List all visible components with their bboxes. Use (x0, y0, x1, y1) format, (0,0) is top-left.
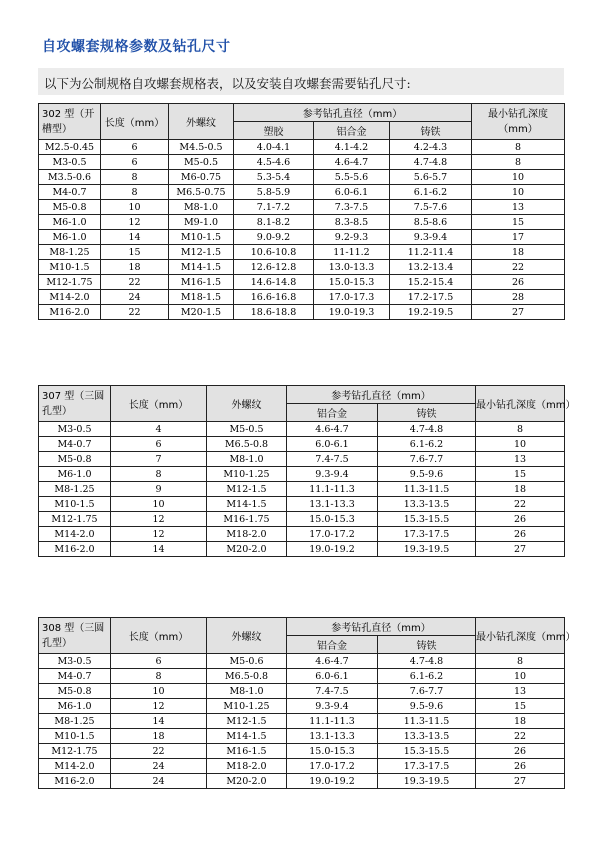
table-cell: 12 (111, 527, 207, 542)
table-cell: 13 (472, 200, 565, 215)
table-cell: M14-2.0 (39, 527, 111, 542)
table-cell: M12-1.5 (207, 714, 287, 729)
header-cast-iron: 铸铁 (378, 404, 476, 422)
table-cell: M5-0.6 (207, 654, 287, 669)
header-length: 长度（mm） (111, 386, 207, 422)
table-row (39, 422, 565, 437)
table-cell: M16-2.0 (39, 542, 111, 557)
table-cell: 8 (111, 467, 207, 482)
table-cell: 4.7-4.8 (390, 155, 472, 170)
table-cell: 18 (111, 729, 207, 744)
table-cell: 15.0-15.3 (287, 744, 378, 759)
table-cell: M14-2.0 (39, 759, 111, 774)
table-cell: 6.1-6.2 (378, 437, 476, 452)
table-cell: M10-1.5 (169, 230, 234, 245)
header-aluminum: 铝合金 (287, 404, 378, 422)
table-cell: M16-2.0 (39, 305, 101, 320)
table-cell: 11.1-11.3 (287, 714, 378, 729)
table-cell: M9-1.0 (169, 215, 234, 230)
table-cell: 7.5-7.6 (390, 200, 472, 215)
table-cell: 14 (111, 542, 207, 557)
table-cell: 4.6-4.7 (287, 654, 378, 669)
table-row (39, 527, 565, 542)
table-cell: M6.5-0.75 (169, 185, 234, 200)
header-model: 307 型（三圆孔型） (39, 386, 111, 422)
table-cell: M4.5-0.5 (169, 140, 234, 155)
table-cell: 15.0-15.3 (314, 275, 390, 290)
table-cell: M16-1.5 (207, 744, 287, 759)
table-cell: M10-1.5 (39, 497, 111, 512)
table-cell: 18 (101, 260, 169, 275)
table-row (39, 542, 565, 557)
table-cell: 24 (111, 774, 207, 789)
table-cell: 4.2-4.3 (390, 140, 472, 155)
table-row (39, 200, 565, 215)
table-cell: 17.0-17.2 (287, 759, 378, 774)
table-cell: M5-0.5 (207, 422, 287, 437)
table-cell: 8 (111, 669, 207, 684)
table-cell: 15.3-15.5 (378, 744, 476, 759)
table-cell: 8 (476, 654, 565, 669)
table-cell: 9.2-9.3 (314, 230, 390, 245)
table-cell: M5-0.8 (39, 452, 111, 467)
table-cell: 19.2-19.5 (390, 305, 472, 320)
table-cell: M16-2.0 (39, 774, 111, 789)
table-cell: 15 (472, 215, 565, 230)
table-row (39, 497, 565, 512)
table-cell: 15.2-15.4 (390, 275, 472, 290)
table-cell: M20-2.0 (207, 542, 287, 557)
table-cell: 19.0-19.2 (287, 774, 378, 789)
table-cell: M3.5-0.6 (39, 170, 101, 185)
table-row (39, 140, 565, 155)
table-row (39, 290, 565, 305)
table-cell: 13.3-13.5 (378, 729, 476, 744)
table-cell: 6.0-6.1 (287, 437, 378, 452)
table-cell: 19.0-19.3 (314, 305, 390, 320)
table-row (39, 170, 565, 185)
table-cell: 22 (111, 744, 207, 759)
table-cell: 9.5-9.6 (378, 467, 476, 482)
table-cell: 9.3-9.4 (287, 699, 378, 714)
table-cell: 15 (476, 699, 565, 714)
table-cell: 6 (101, 155, 169, 170)
table-cell: 7 (111, 452, 207, 467)
table-cell: M6-1.0 (39, 467, 111, 482)
table-cell: 13 (476, 684, 565, 699)
table-cell: 8.5-8.6 (390, 215, 472, 230)
header-model: 308 型（三圆孔型） (39, 618, 111, 654)
table-cell: 26 (476, 527, 565, 542)
header-thread: 外螺纹 (207, 618, 287, 654)
table-cell: M5-0.8 (39, 684, 111, 699)
table-row (39, 684, 565, 699)
table-cell: M5-0.8 (39, 200, 101, 215)
table-cell: 13 (476, 452, 565, 467)
table-cell: 4.7-4.8 (378, 654, 476, 669)
table-cell: M3-0.5 (39, 422, 111, 437)
table-cell: 9.3-9.4 (287, 467, 378, 482)
header-length: 长度（mm） (111, 618, 207, 654)
header-min-depth: 最小钻孔深度（mm） (472, 104, 565, 140)
table-cell: 8 (472, 155, 565, 170)
table-cell: 9.3-9.4 (390, 230, 472, 245)
header-drill-diameter: 参考钻孔直径（mm） (287, 618, 476, 636)
table-cell: 6.1-6.2 (390, 185, 472, 200)
table-cell: 8 (101, 170, 169, 185)
table-cell: M6-1.0 (39, 215, 101, 230)
table-cell: M2.5-0.45 (39, 140, 101, 155)
table-cell: 13.1-13.3 (287, 729, 378, 744)
table-cell: M8-1.0 (169, 200, 234, 215)
table-302 (38, 103, 565, 320)
table-cell: 5.5-5.6 (314, 170, 390, 185)
header-cast-iron: 铸铁 (378, 636, 476, 654)
table-cell: 7.6-7.7 (378, 684, 476, 699)
table-cell: M10-1.25 (207, 467, 287, 482)
table-row (39, 467, 565, 482)
table-cell: M6-1.0 (39, 230, 101, 245)
table-cell: 10 (476, 437, 565, 452)
table-cell: 19.0-19.2 (287, 542, 378, 557)
table-cell: M8-1.25 (39, 714, 111, 729)
table-cell: 22 (472, 260, 565, 275)
table-cell: M20-2.0 (207, 774, 287, 789)
table-cell: 26 (476, 759, 565, 774)
table-cell: 17.0-17.2 (287, 527, 378, 542)
table-row (39, 230, 565, 245)
table-cell: 18 (476, 714, 565, 729)
table-cell: 12 (111, 699, 207, 714)
table-row (39, 654, 565, 669)
table-cell: M14-1.5 (169, 260, 234, 275)
table-cell: M18-2.0 (207, 759, 287, 774)
table-cell: 4.5-4.6 (234, 155, 314, 170)
table-cell: 8 (472, 140, 565, 155)
table-row (39, 185, 565, 200)
table-row (39, 729, 565, 744)
table-row (39, 245, 565, 260)
table-cell: 11.3-11.5 (378, 714, 476, 729)
table-cell: M8-1.0 (207, 684, 287, 699)
table-cell: 24 (111, 759, 207, 774)
table-cell: M3-0.5 (39, 654, 111, 669)
table-cell: M6-0.75 (169, 170, 234, 185)
header-cast-iron: 铸铁 (390, 122, 472, 140)
table-cell: 11.1-11.3 (287, 482, 378, 497)
table-cell: M18-1.5 (169, 290, 234, 305)
table-308 (38, 617, 576, 789)
intro-text: 以下为公制规格自攻螺套规格表，以及安装自攻螺套需要钻孔尺寸: (44, 76, 411, 91)
table-cell: 17.0-17.3 (314, 290, 390, 305)
table-cell: 8 (476, 422, 565, 437)
table-cell: M12-1.75 (39, 744, 111, 759)
table-cell: M12-1.75 (39, 275, 101, 290)
header-model: 302 型（开槽型） (39, 104, 101, 140)
table-cell: M4-0.7 (39, 437, 111, 452)
table-cell: M12-1.5 (207, 482, 287, 497)
header-drill-diameter: 参考钻孔直径（mm） (234, 104, 472, 122)
table-cell: M16-1.75 (207, 512, 287, 527)
table-cell: M6-1.0 (39, 699, 111, 714)
table-cell: 4.6-4.7 (287, 422, 378, 437)
table-cell: M6.5-0.8 (207, 437, 287, 452)
header-min-depth: 最小钻孔深度（mm） (476, 386, 565, 422)
table-cell: 11-11.2 (314, 245, 390, 260)
table-row (39, 437, 565, 452)
table-cell: 12 (111, 512, 207, 527)
table-cell: 28 (472, 290, 565, 305)
table-cell: 7.4-7.5 (287, 452, 378, 467)
table-cell: M6.5-0.8 (207, 669, 287, 684)
table-row (39, 714, 565, 729)
header-drill-diameter: 参考钻孔直径（mm） (287, 386, 476, 404)
table-cell: 22 (476, 497, 565, 512)
table-cell: 13.0-13.3 (314, 260, 390, 275)
table-row (39, 275, 565, 290)
table-cell: 17.2-17.5 (390, 290, 472, 305)
table-cell: 7.6-7.7 (378, 452, 476, 467)
table-cell: 7.3-7.5 (314, 200, 390, 215)
table-row (39, 669, 565, 684)
header-aluminum: 铝合金 (287, 636, 378, 654)
table-cell: 15.0-15.3 (287, 512, 378, 527)
table-cell: 9.0-9.2 (234, 230, 314, 245)
table-cell: 19.3-19.5 (378, 774, 476, 789)
table-row (39, 744, 565, 759)
table-cell: 4.6-4.7 (314, 155, 390, 170)
table-cell: 14 (101, 230, 169, 245)
table-cell: 10 (111, 684, 207, 699)
table-cell: 17 (472, 230, 565, 245)
table-cell: 26 (476, 512, 565, 527)
table-cell: M5-0.5 (169, 155, 234, 170)
table-cell: M14-2.0 (39, 290, 101, 305)
table-cell: 24 (101, 290, 169, 305)
table-cell: M8-1.25 (39, 245, 101, 260)
table-row (39, 759, 565, 774)
table-cell: 6 (111, 654, 207, 669)
table-cell: M10-1.5 (39, 729, 111, 744)
table-cell: M14-1.5 (207, 729, 287, 744)
table-cell: M10-1.5 (39, 260, 101, 275)
table-cell: 13.3-13.5 (378, 497, 476, 512)
table-cell: M10-1.25 (207, 699, 287, 714)
table-cell: 27 (476, 774, 565, 789)
table-cell: 5.3-5.4 (234, 170, 314, 185)
header-thread: 外螺纹 (169, 104, 234, 140)
table-cell: 18.6-18.8 (234, 305, 314, 320)
table-cell: 12.6-12.8 (234, 260, 314, 275)
table-cell: 4.1-4.2 (314, 140, 390, 155)
header-thread: 外螺纹 (207, 386, 287, 422)
table-cell: 10.6-10.8 (234, 245, 314, 260)
table-cell: M4-0.7 (39, 669, 111, 684)
table-cell: M20-1.5 (169, 305, 234, 320)
table-cell: 9 (111, 482, 207, 497)
table-cell: 6.0-6.1 (287, 669, 378, 684)
table-cell: 18 (476, 482, 565, 497)
table-cell: 6 (111, 437, 207, 452)
table-cell: M8-1.0 (207, 452, 287, 467)
table-cell: 6.1-6.2 (378, 669, 476, 684)
table-cell: 17.3-17.5 (378, 527, 476, 542)
header-aluminum: 铝合金 (314, 122, 390, 140)
table-cell: 10 (476, 669, 565, 684)
table-cell: 10 (472, 185, 565, 200)
table-cell: M16-1.5 (169, 275, 234, 290)
table-cell: M8-1.25 (39, 482, 111, 497)
table-row (39, 699, 565, 714)
table-row (39, 305, 565, 320)
table-cell: 12 (101, 215, 169, 230)
table-cell: 27 (472, 305, 565, 320)
table-cell: 14 (111, 714, 207, 729)
table-cell: 10 (111, 497, 207, 512)
table-cell: 10 (472, 170, 565, 185)
table-row (39, 452, 565, 467)
table-cell: M12-1.75 (39, 512, 111, 527)
table-cell: 10 (101, 200, 169, 215)
table-cell: 5.8-5.9 (234, 185, 314, 200)
table-cell: 18 (472, 245, 565, 260)
header-plastic: 塑胶 (234, 122, 314, 140)
header-length: 长度（mm） (101, 104, 169, 140)
table-cell: M3-0.5 (39, 155, 101, 170)
table-cell: 13.2-13.4 (390, 260, 472, 275)
table-cell: 22 (476, 729, 565, 744)
table-row (39, 482, 565, 497)
table-cell: 16.6-16.8 (234, 290, 314, 305)
table-cell: M14-1.5 (207, 497, 287, 512)
table-cell: 15.3-15.5 (378, 512, 476, 527)
table-cell: 6.0-6.1 (314, 185, 390, 200)
table-cell: 27 (476, 542, 565, 557)
table-cell: 5.6-5.7 (390, 170, 472, 185)
table-row (39, 260, 565, 275)
table-cell: M4-0.7 (39, 185, 101, 200)
table-row (39, 215, 565, 230)
table-cell: 4.0-4.1 (234, 140, 314, 155)
table-cell: 11.3-11.5 (378, 482, 476, 497)
page-title: 自攻螺套规格参数及钻孔尺寸 (42, 39, 231, 55)
table-cell: 19.3-19.5 (378, 542, 476, 557)
table-307 (38, 385, 576, 557)
table-cell: 4 (111, 422, 207, 437)
table-cell: 26 (472, 275, 565, 290)
table-row (39, 774, 565, 789)
table-cell: 6 (101, 140, 169, 155)
table-cell: 8.1-8.2 (234, 215, 314, 230)
table-cell: M12-1.5 (169, 245, 234, 260)
table-cell: 11.2-11.4 (390, 245, 472, 260)
table-cell: 17.3-17.5 (378, 759, 476, 774)
header-min-depth: 最小钻孔深度（mm） (476, 618, 565, 654)
table-cell: 14.6-14.8 (234, 275, 314, 290)
table-cell: 22 (101, 275, 169, 290)
table-cell: 8.3-8.5 (314, 215, 390, 230)
table-cell: 7.4-7.5 (287, 684, 378, 699)
table-cell: 15 (476, 467, 565, 482)
table-cell: 26 (476, 744, 565, 759)
table-cell: M18-2.0 (207, 527, 287, 542)
table-cell: 15 (101, 245, 169, 260)
table-row (39, 155, 565, 170)
table-cell: 8 (101, 185, 169, 200)
table-row (39, 512, 565, 527)
table-cell: 7.1-7.2 (234, 200, 314, 215)
table-cell: 13.1-13.3 (287, 497, 378, 512)
table-cell: 22 (101, 305, 169, 320)
table-cell: 4.7-4.8 (378, 422, 476, 437)
table-cell: 9.5-9.6 (378, 699, 476, 714)
